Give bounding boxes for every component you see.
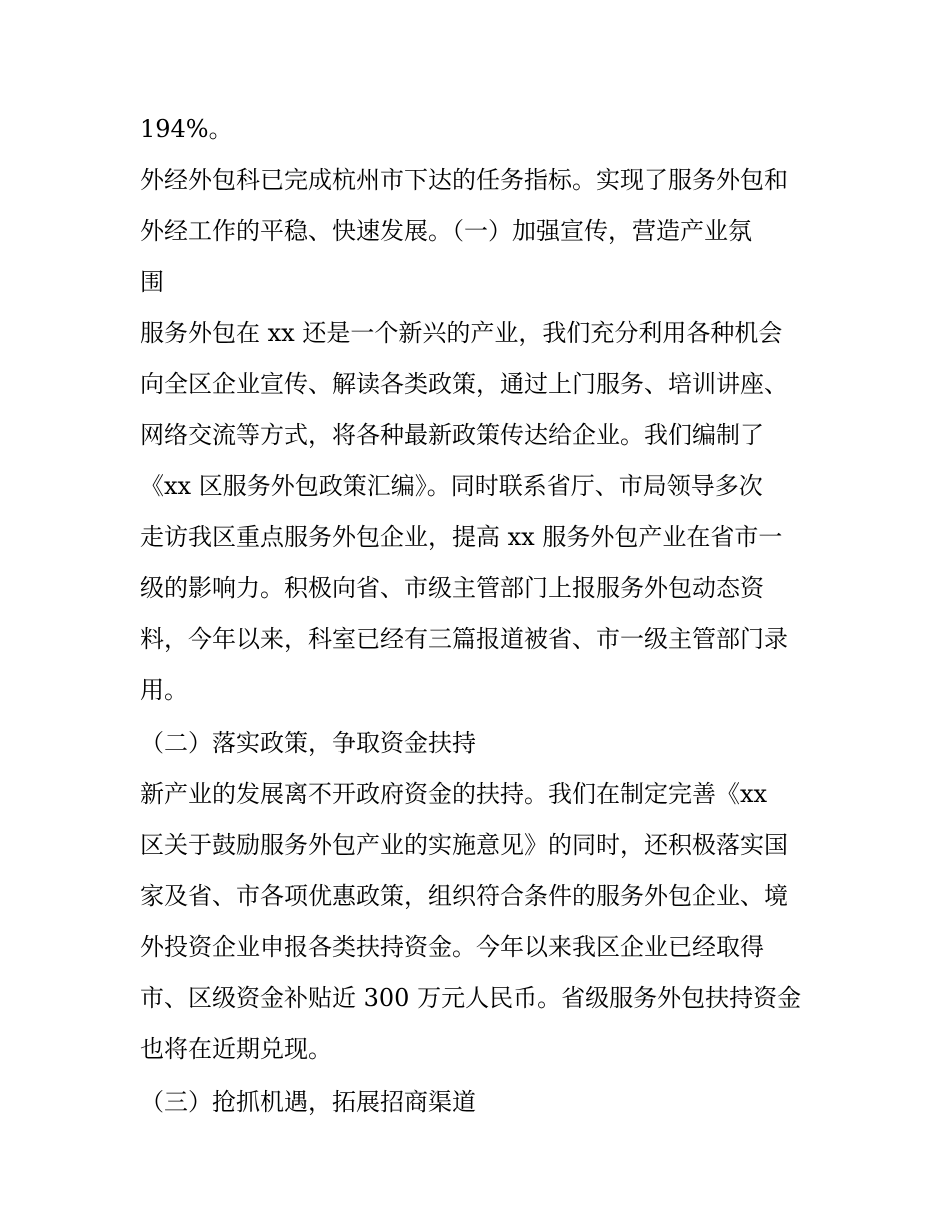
text-line: 家及省、市各项优惠政策，组织符合条件的服务外包企业、境 [140, 882, 788, 910]
text-line: 走访我区重点服务外包企业，提高 xx 服务外包产业在省市一 [140, 523, 783, 551]
text-line: 级的影响力。积极向省、市级主管部门上报服务外包动态资 [140, 574, 764, 602]
text-line: 料，今年以来，科室已经有三篇报道被省、市一级主管部门录 [140, 625, 788, 653]
text-line: 也将在近期兑现。 [140, 1035, 332, 1063]
text-line: 194%。 [140, 115, 233, 143]
text-line: 《xx 区服务外包政策汇编》。同时联系省厅、市局领导多次 [140, 472, 763, 500]
text-line: 向全区企业宣传、解读各类政策，通过上门服务、培训讲座、 [140, 370, 788, 398]
section-heading: （二）落实政策，争取资金扶持 [140, 729, 476, 757]
text-line: 网络交流等方式，将各种最新政策传达给企业。我们编制了 [140, 421, 764, 449]
text-line: 外经外包科已完成杭州市下达的任务指标。实现了服务外包和 [140, 166, 788, 194]
text-line: 用。 [140, 676, 188, 704]
document-body [140, 104, 815, 1128]
text-line: 围 [140, 268, 164, 296]
text-line: 区关于鼓励服务外包产业的实施意见》的同时，还积极落实国 [140, 831, 788, 859]
text-line: 外经工作的平稳、快速发展。（一）加强宣传，营造产业氛 [140, 217, 752, 245]
section-heading: （三）抢抓机遇，拓展招商渠道 [140, 1088, 476, 1116]
text-line: 新产业的发展离不开政府资金的扶持。我们在制定完善《xx [140, 780, 768, 808]
text-line: 市、区级资金补贴近 300 万元人民币。省级服务外包扶持资金 [140, 984, 802, 1012]
text-line: 外投资企业申报各类扶持资金。今年以来我区企业已经取得 [140, 933, 764, 961]
text-line: 服务外包在 xx 还是一个新兴的产业，我们充分利用各种机会 [140, 319, 783, 347]
